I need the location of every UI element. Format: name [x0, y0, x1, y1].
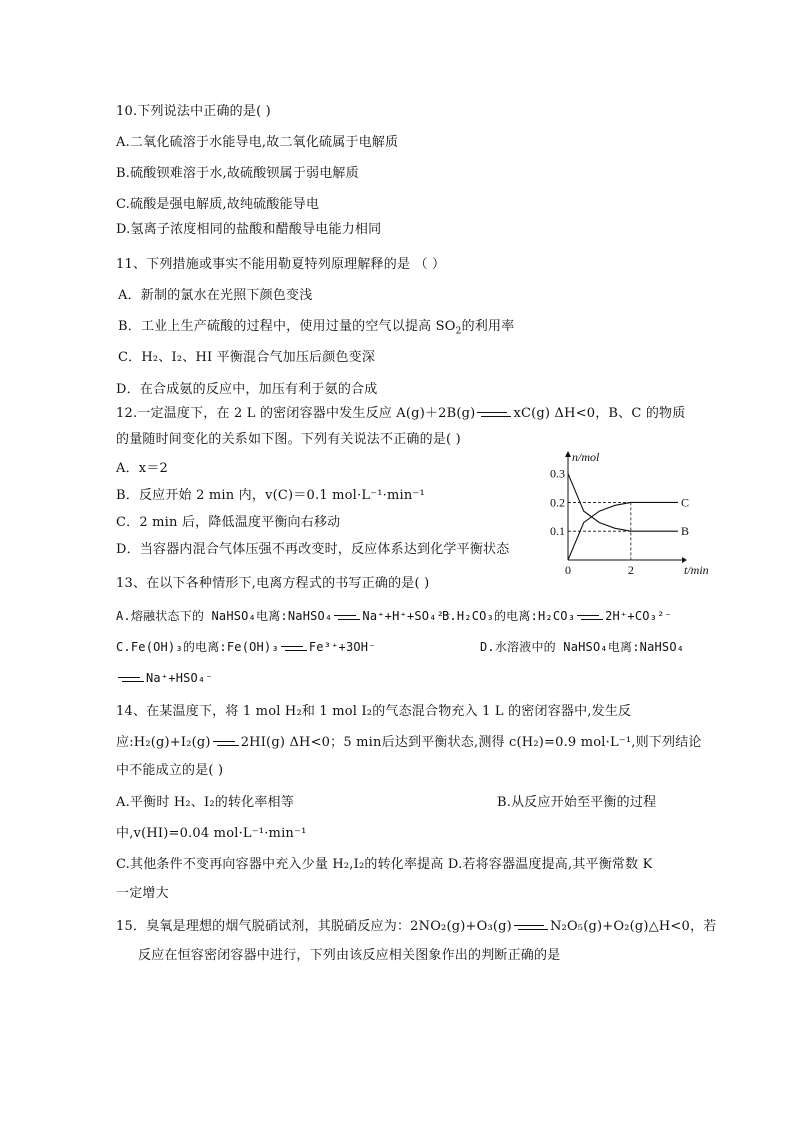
- x-axis-label: t/min: [684, 563, 709, 577]
- q13-option-c: [116, 639, 376, 655]
- q12-option-c: C．2 min 后，降低温度平衡向右移动: [116, 515, 341, 530]
- q13-option-c-pre: C.Fe(OH)₃的电离:Fe(OH)₃: [116, 640, 279, 654]
- q14-stem-line1: 14、在某温度下，将 1 mol H₂和 1 mol I₂的气态混合物充入 1 L 的密闭容器中,发生反: [116, 704, 632, 719]
- y-tick-label: 0.3: [550, 466, 565, 481]
- equilibrium-arrow-icon: [477, 409, 511, 419]
- q13-option-d: D.水溶液中的 NaHSO₄电离:NaHSO₄: [480, 640, 685, 654]
- q14-option-cd: C.其他条件不变再向容器中充入少量 H₂,I₂的转化率提高 D.若将容器温度提高,其平衡常数 K: [116, 857, 653, 872]
- q14-option-a: A.平衡时 H₂、I₂的转化率相等: [116, 795, 294, 810]
- q13-option-d-post: Na⁺+HSO₄⁻: [146, 671, 213, 685]
- q10-option-c: C.硫酸是强电解质,故纯硫酸能导电: [116, 197, 320, 212]
- q14-stem-line3: 中不能成立的是( ): [116, 763, 224, 778]
- q10-option-b: B.硫酸钡难溶于水,故硫酸钡属于弱电解质: [116, 166, 359, 181]
- y-axis-arrow-icon: [565, 451, 571, 457]
- q14-stem-post: 2HI(g) ΔH<0；5 min后达到平衡状态,测得 c(H₂)=0.9 mol·L⁻¹,则下列结论: [240, 735, 702, 750]
- q14-stem-pre: 应:H₂(g)+I₂(g): [116, 735, 211, 750]
- q12-option-d: D．当容器内混合气体压强不再改变时，反应体系达到化学平衡状态: [116, 542, 510, 557]
- q15-stem-pre: 15．臭氧是理想的烟气脱硝试剂，其脱硝反应为：2NO₂(g)+O₃(g): [116, 919, 512, 934]
- equals-sign-icon: [334, 612, 360, 622]
- q11-option-a: A．新制的氯水在光照下颜色变浅: [118, 288, 313, 303]
- q15-stem-line2: 反应在恒容密闭容器中进行，下列由该反应相关图象作出的判断正确的是: [138, 948, 561, 963]
- q12-stem-line1: [116, 406, 685, 422]
- q14-stem-line2: [116, 735, 702, 751]
- q10-option-d: D.氢离子浓度相同的盐酸和醋酸导电能力相同: [116, 222, 382, 237]
- q15-stem-post: N₂O₅(g)+O₂(g)△H<0，若: [549, 919, 717, 934]
- q13-option-a: [116, 608, 452, 624]
- q13-option-a-post: Na⁺+H⁺+SO₄²⁻: [362, 609, 452, 623]
- q13-option-b: [442, 608, 672, 624]
- q11-option-b-text: B．工业上生产硫酸的过程中，使用过量的空气以提高 SO: [118, 319, 456, 334]
- q15-stem-line1: [116, 919, 716, 935]
- series-label-B: B: [681, 524, 690, 539]
- q12-option-b: B．反应开始 2 min 内，v(C)＝0.1 mol·L⁻¹·min⁻¹: [116, 488, 425, 503]
- q13-option-b-pre: B.H₂CO₃的电离:H₂CO₃: [442, 609, 576, 623]
- x-tick-label: 2: [627, 563, 634, 577]
- x-tick-label: 0: [565, 563, 571, 577]
- q14-option-b: B.从反应开始至平衡的过程: [497, 795, 657, 810]
- q11-option-b-sub: 2: [455, 326, 462, 337]
- q14-option-b-cont: 中,v(HI)=0.04 mol·L⁻¹·min⁻¹: [116, 826, 307, 841]
- equilibrium-arrow-icon: [514, 922, 548, 932]
- q12-option-a: A．x＝2: [116, 461, 168, 476]
- q13-option-b-post: 2H⁺+CO₃²⁻: [605, 609, 672, 623]
- q11-option-b: [118, 319, 514, 340]
- q11-option-d: D．在合成氨的反应中，加压有利于氨的合成: [116, 382, 378, 397]
- q12-stem-pre: 12.一定温度下，在 2 L 的密闭容器中发生反应 A(g)＋2B(g): [116, 406, 476, 421]
- q13-option-d-cont: [116, 670, 213, 686]
- y-tick-label: 0.1: [550, 524, 565, 539]
- q11-option-b-tail: 的利用率: [461, 319, 515, 334]
- q10-option-a: A.二氧化硫溶于水能导电,故二氧化硫属于电解质: [116, 135, 399, 150]
- q14-option-d-cont: 一定增大: [116, 886, 169, 901]
- y-axis-label: n/mol: [572, 450, 600, 464]
- q12-stem-line2: 的量随时间变化的关系如下图。下列有关说法不正确的是( ): [116, 432, 461, 447]
- q13-option-a-pre: A.熔融状态下的 NaHSO₄电离:NaHSO₄: [116, 609, 333, 623]
- q13-stem: 13、在以下各种情形下,电离方程式的书写正确的是( ): [116, 576, 430, 591]
- y-tick-label: 0.2: [550, 495, 565, 510]
- q11-option-c: C．H₂、I₂、HI 平衡混合气加压后颜色变深: [118, 350, 376, 365]
- equilibrium-arrow-icon: [577, 612, 603, 622]
- series-label-C: C: [681, 495, 690, 510]
- equilibrium-arrow-icon: [281, 643, 307, 653]
- q12-chart: [540, 450, 709, 577]
- q10-stem: 10.下列说法中正确的是( ): [116, 104, 271, 119]
- q11-stem: 11、下列措施或事实不能用勒夏特列原理解释的是 （ ）: [116, 257, 446, 272]
- equals-sign-icon: [118, 674, 144, 684]
- equilibrium-arrow-icon: [213, 738, 239, 748]
- q13-option-c-post: Fe³⁺+3OH⁻: [308, 640, 376, 654]
- q12-stem-post: xC(g) ΔH<0，B、C 的物质: [513, 406, 686, 421]
